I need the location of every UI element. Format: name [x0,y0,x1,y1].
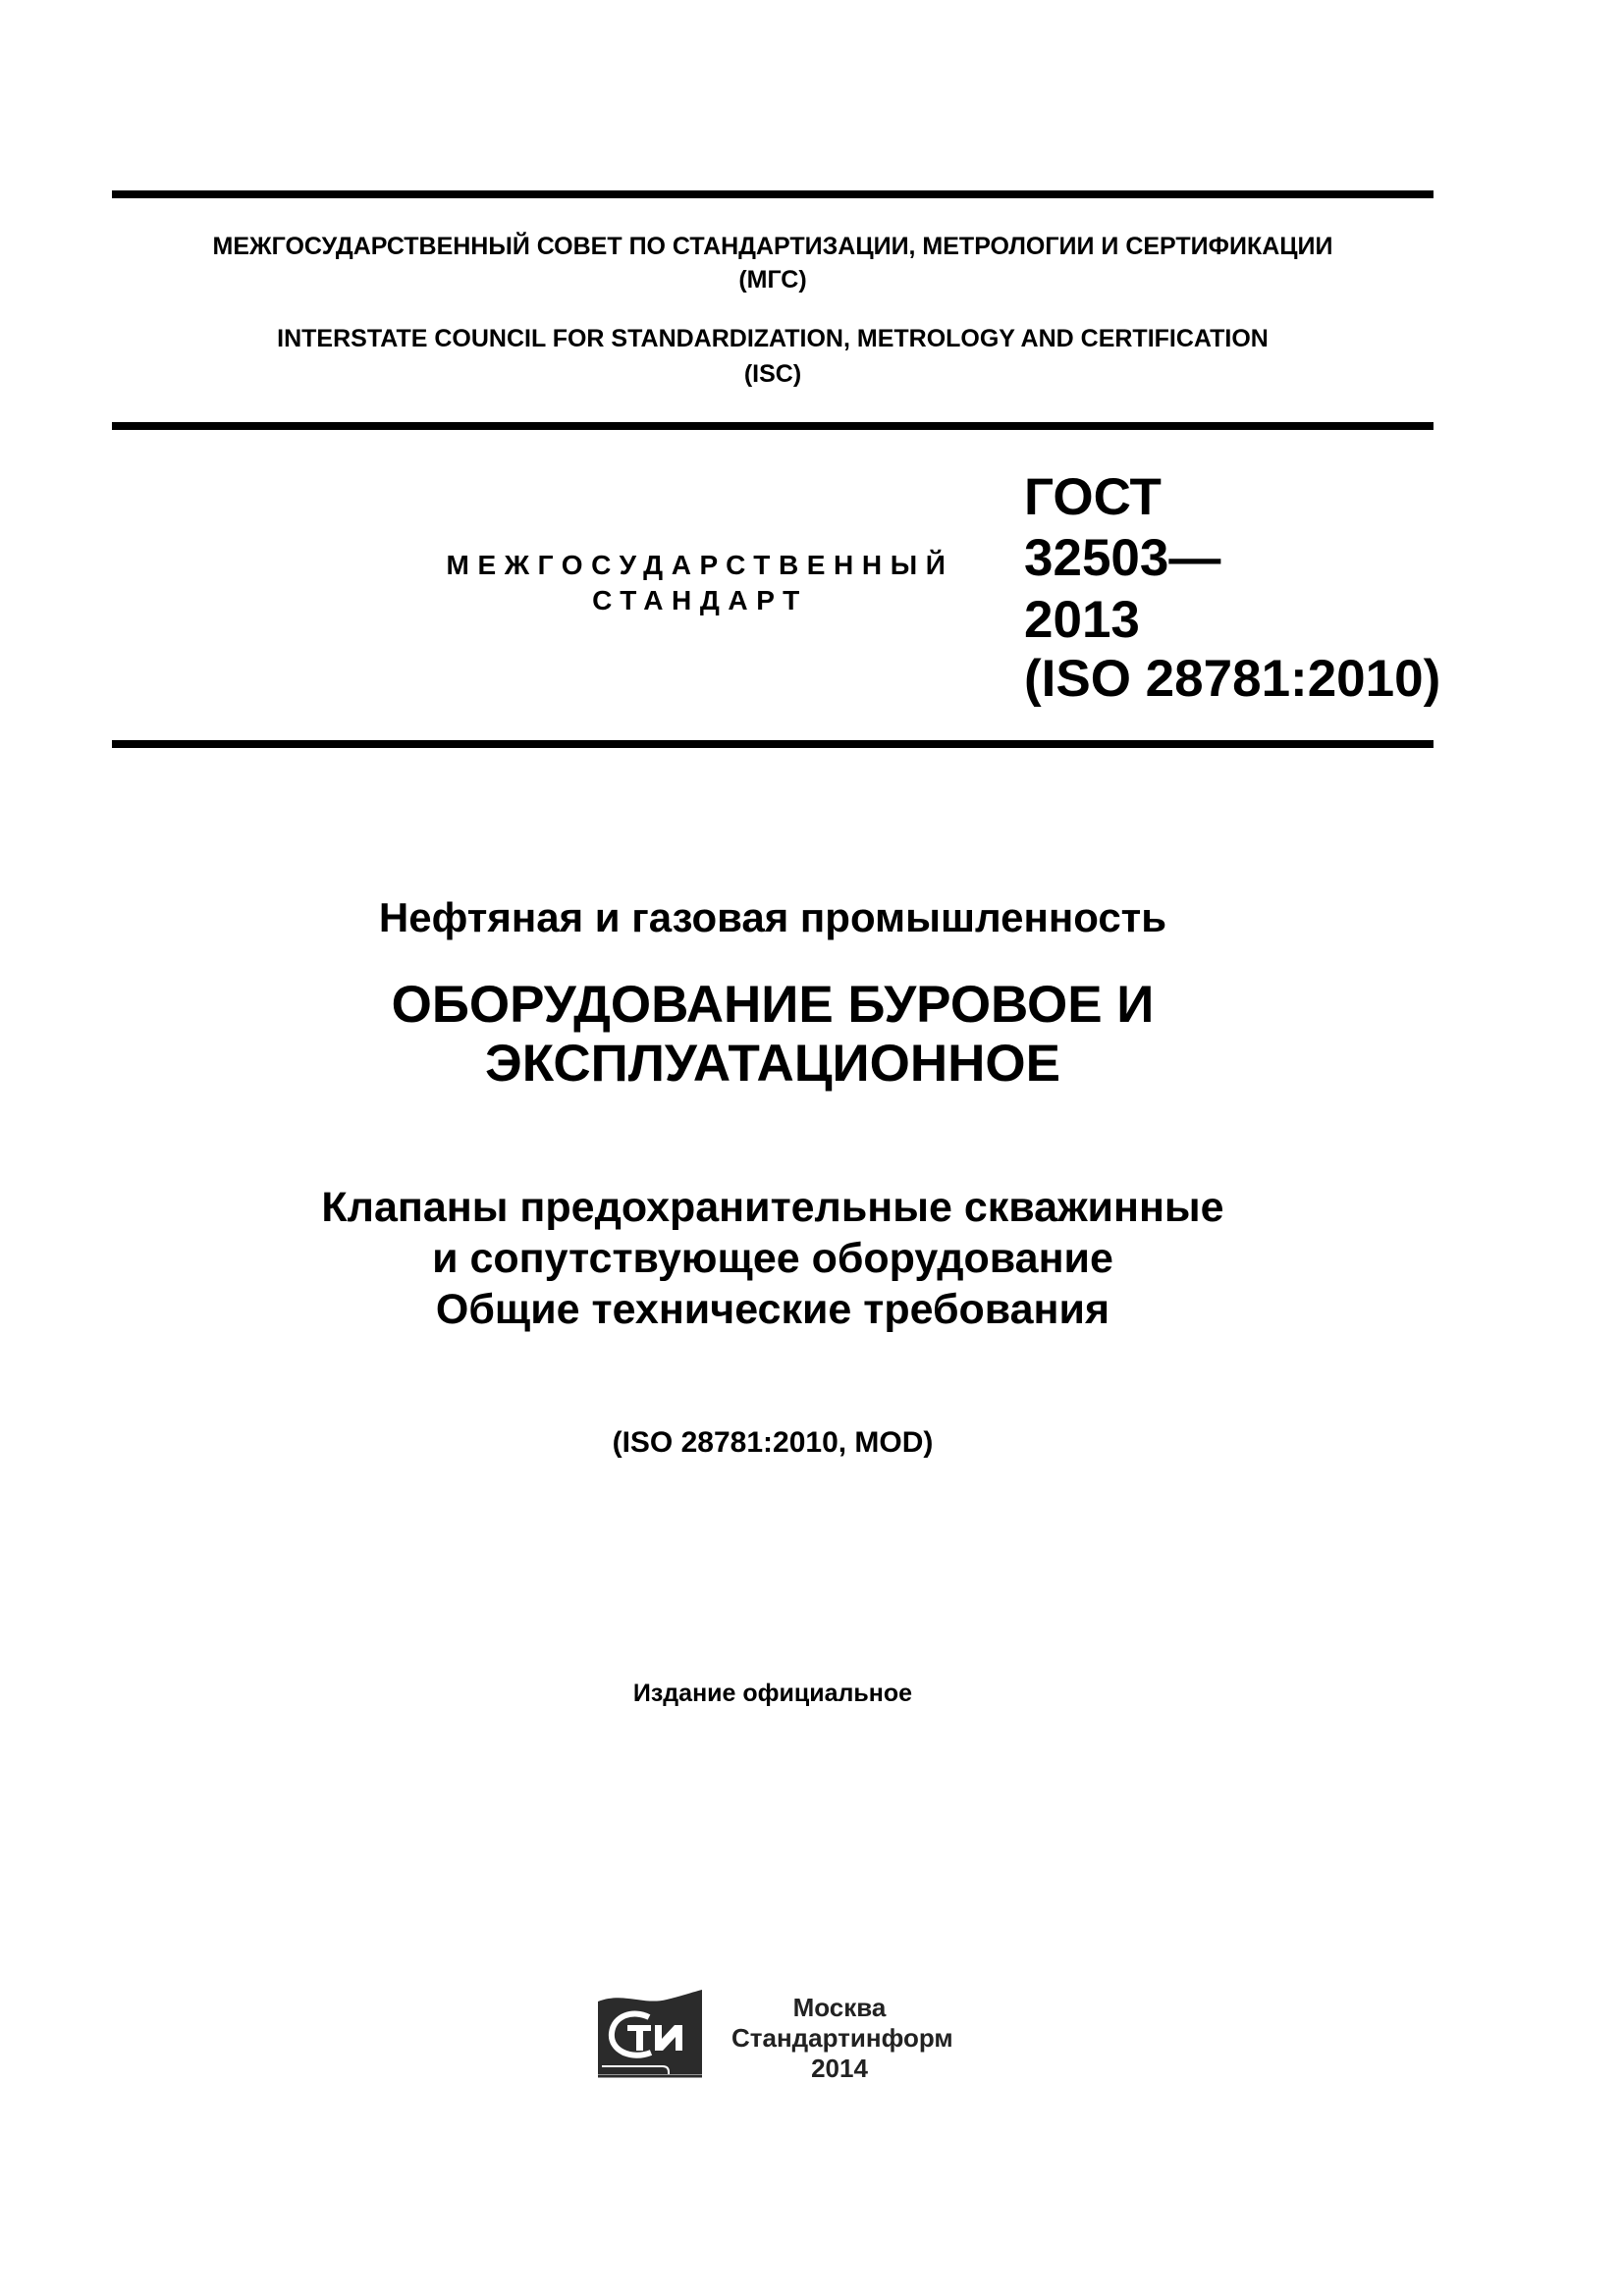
council-abbr-ru: (МГС) [738,266,807,294]
document-subtitle-line-3: Общие технические требования [435,1286,1110,1333]
middle-rule [112,422,1434,430]
publication-year: 2014 [811,2054,868,2083]
publisher-city: Москва [792,1993,887,2022]
official-edition-label: Издание официальное [632,1680,913,1707]
council-abbr-en: (ISC) [743,360,802,388]
gost-prefix: ГОСТ [1024,468,1162,526]
publisher-name: Стандартинформ [731,2023,953,2053]
council-name-en: INTERSTATE COUNCIL FOR STANDARDIZATION, METROLOGY AND CERTIFICATION [277,325,1269,352]
top-rule [112,190,1434,198]
iso-modification-note: (ISO 28781:2010, MOD) [612,1426,934,1459]
document-subtitle-line-1: Клапаны предохранительные скважинные [321,1184,1224,1231]
standard-type-label-2: СТАНДАРТ [592,585,808,615]
document-subtitle-line-2: и сопутствующее оборудование [432,1235,1113,1282]
gost-year: 2013 [1024,591,1140,649]
gost-iso-reference: (ISO 28781:2010) [1024,650,1441,708]
document-title-line-1: ОБОРУДОВАНИЕ БУРОВОЕ И [391,976,1155,1034]
industry-heading: Нефтяная и газовая промышленность [378,894,1167,940]
standartinform-logo-icon [594,1988,706,2080]
lower-rule [112,740,1434,748]
council-name-ru: МЕЖГОСУДАРСТВЕННЫЙ СОВЕТ ПО СТАНДАРТИЗАЦИИ, МЕТРОЛОГИИ И СЕРТИФИКАЦИИ [212,233,1333,260]
gost-number: 32503— [1024,529,1221,587]
document-title-line-2: ЭКСПЛУАТАЦИОННОЕ [484,1035,1060,1093]
standard-type-label: МЕЖГОСУДАРСТВЕННЫЙ [446,550,954,580]
